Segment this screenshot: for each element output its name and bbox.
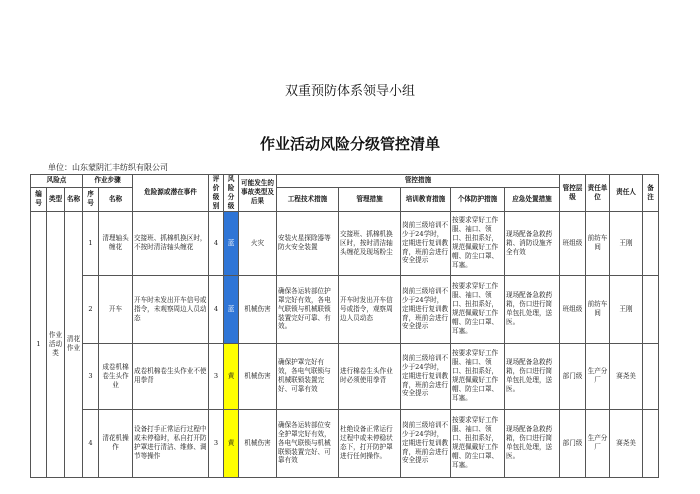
header-type: 类型 [47, 187, 65, 211]
header-hazard: 危险源或潜在事件 [133, 175, 209, 212]
header-seq: 序号 [83, 187, 99, 211]
row-remark [643, 275, 659, 343]
table-row [31, 275, 659, 343]
row-training: 岗前三级培训不少于24学时，定期进行复训教育，班前会进行安全提示 [401, 275, 451, 343]
row-management: 杜绝设备正常运行过程中或未停稳状态下，打开防护罩进行任何操作。 [339, 409, 401, 477]
row-control-level: 部门级 [560, 343, 586, 409]
table-row [31, 343, 659, 409]
risk-level-badge: 黄 [224, 409, 239, 477]
unit-label: 单位：山东蒙阴汇丰纺织有限公司 [48, 163, 168, 172]
header-emergency: 应急处置措施 [505, 187, 560, 211]
group-type: 作业活动类 [47, 211, 65, 477]
row-accident: 机械伤害 [239, 343, 277, 409]
row-step: 成卷机棉卷生头作业 [99, 343, 133, 409]
row-seq: 3 [83, 343, 99, 409]
row-emergency: 现场配备急救药箱，伤口进行简单包扎处理，送医。 [505, 275, 560, 343]
header-risk-point: 风险点 [31, 175, 83, 188]
group-no: 1 [31, 211, 47, 477]
page-title: 作业活动风险分级管控清单 [259, 135, 440, 153]
header-risk-level: 风险分级 [224, 175, 239, 212]
row-emergency: 现场配备急救药箱，伤口进行简单包扎处理，送医。 [505, 343, 560, 409]
row-step: 开车 [99, 275, 133, 343]
row-hazard: 交接班、抓棉机换区时，不按时清洁轴头缠花 [133, 211, 209, 275]
risk-level-badge: 蓝 [224, 275, 239, 343]
risk-control-table [30, 174, 659, 478]
row-resp-person: 赛尧美 [610, 409, 643, 477]
row-seq: 1 [83, 211, 99, 275]
row-engineering: 确保各运转部位安全护罩完好有效，各电气联锁与机械联锁装置完好、可靠有效 [277, 409, 339, 477]
row-resp-unit: 生产分厂 [586, 343, 610, 409]
row-control-level: 班组级 [560, 211, 586, 275]
row-eval: 4 [209, 211, 224, 275]
row-resp-unit: 生产分厂 [586, 409, 610, 477]
risk-level-badge: 黄 [224, 343, 239, 409]
row-hazard: 设备打手正常运行过程中或未停稳时，私自打开防护罩进行清洁、维修、调节等操作 [133, 409, 209, 477]
risk-level-badge: 蓝 [224, 211, 239, 275]
row-accident: 机械伤害 [239, 409, 277, 477]
row-management: 开车时发出开车信号或指令，观察周边人员动态 [339, 275, 401, 343]
header-step-name: 名称 [99, 187, 133, 211]
header-engineering: 工程技术措施 [277, 187, 339, 211]
row-remark [643, 409, 659, 477]
row-control-level: 部门级 [560, 409, 586, 477]
row-step: 清理轴头缠花 [99, 211, 133, 275]
row-management: 交接班、抓棉机换区时，按时清洁轴头缠花及现场粉尘 [339, 211, 401, 275]
row-resp-unit: 前纺车间 [586, 211, 610, 275]
group-name: 清花作业 [65, 211, 83, 477]
row-training: 岗前三级培训不少于24学时，定期进行复训教育，班前会进行安全提示 [401, 409, 451, 477]
row-hazard: 开车时未发出开车信号或指令，未观察周边人员动态 [133, 275, 209, 343]
header-control-measures: 管控措施 [277, 175, 560, 188]
row-management: 进行棉卷生头作业时必须使用拳背 [339, 343, 401, 409]
row-hazard: 成卷机棉卷生头作业不使用拳背 [133, 343, 209, 409]
row-seq: 2 [83, 275, 99, 343]
row-accident: 火灾 [239, 211, 277, 275]
header-no: 编号 [31, 187, 47, 211]
row-resp-unit: 前纺车间 [586, 275, 610, 343]
header-management: 管理措施 [339, 187, 401, 211]
row-ppe: 按要求穿好工作服、袖口、领口、扭扣系好，规范佩戴好工作帽、防尘口罩、耳塞。 [451, 275, 505, 343]
row-step: 清花机操作 [99, 409, 133, 477]
table-row [31, 409, 659, 477]
header-control-level: 管控层级 [560, 175, 586, 212]
row-ppe: 按要求穿好工作服、袖口、领口、扭扣系好，规范佩戴好工作帽、防尘口罩、耳塞。 [451, 409, 505, 477]
header-resp-person: 责任人 [610, 175, 643, 212]
header-accident-type: 可能发生的事故类型及后果 [239, 175, 277, 212]
row-emergency: 现场配备急救药箱、消防设施齐全有效 [505, 211, 560, 275]
row-remark [643, 211, 659, 275]
row-seq: 4 [83, 409, 99, 477]
row-eval: 3 [209, 409, 224, 477]
header-work-steps: 作业步骤 [83, 175, 133, 188]
row-engineering: 确保护罩完好有效，各电气联锁与机械联锁装置完好、可靠有效 [277, 343, 339, 409]
table-row [31, 211, 659, 275]
header-eval-level: 评价级别 [209, 175, 224, 212]
row-ppe: 按要求穿好工作服、袖口、领口、扭扣系好，规范佩戴好工作帽、防尘口罩、耳塞。 [451, 211, 505, 275]
org-title: 双重预防体系领导小组 [284, 84, 415, 99]
row-training: 岗前三级培训不少于24学时，定期进行复训教育，班前会进行安全提示 [401, 211, 451, 275]
row-remark [643, 343, 659, 409]
row-resp-person: 王刚 [610, 211, 643, 275]
row-engineering: 安装火星探除器等防火安全装置 [277, 211, 339, 275]
header-ppe: 个体防护措施 [451, 187, 505, 211]
row-engineering: 确保各运转部位护罩完好有效，各电气联锁与机械联锁装置完好可靠、有效。 [277, 275, 339, 343]
header-name: 名称 [65, 187, 83, 211]
row-accident: 机械伤害 [239, 275, 277, 343]
row-ppe: 按要求穿好工作服、袖口、领口、扭扣系好，规范佩戴好工作帽、防尘口罩、耳塞。 [451, 343, 505, 409]
header-remark: 备注 [643, 175, 659, 212]
row-emergency: 现场配备急救药箱，伤口进行简单包扎处理，送医。 [505, 409, 560, 477]
row-eval: 4 [209, 275, 224, 343]
row-training: 岗前三级培训不少于24学时，定期进行复训教育，班前会进行安全提示 [401, 343, 451, 409]
row-control-level: 班组级 [560, 275, 586, 343]
header-resp-unit: 责任单位 [586, 175, 610, 212]
row-resp-person: 赛尧美 [610, 343, 643, 409]
row-resp-person: 王刚 [610, 275, 643, 343]
row-eval: 3 [209, 343, 224, 409]
header-training: 培训教育措施 [401, 187, 451, 211]
